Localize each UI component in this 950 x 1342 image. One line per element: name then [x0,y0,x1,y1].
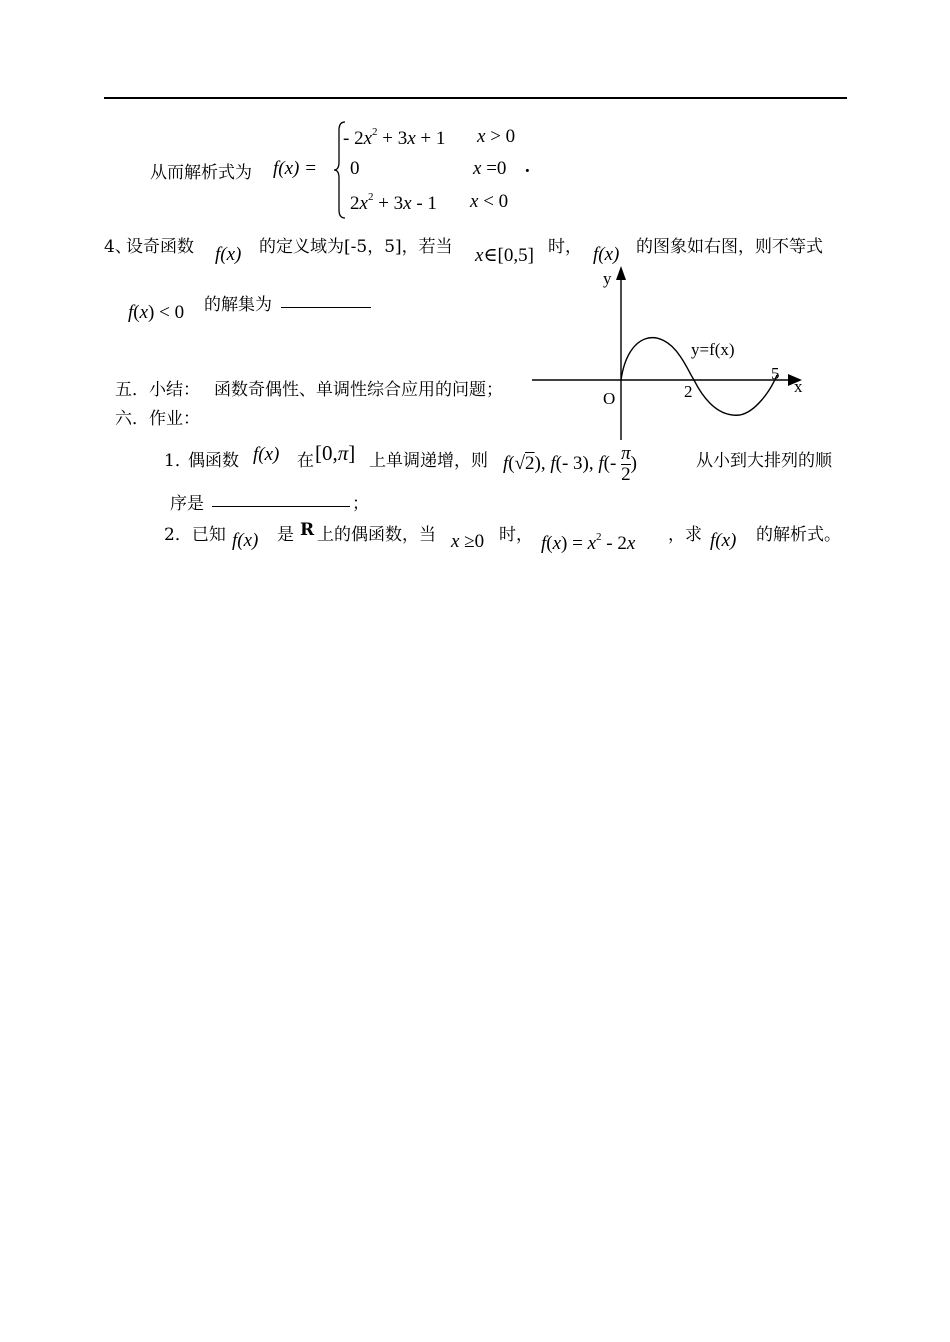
problem4-answer-blank[interactable] [281,293,371,308]
problem4-text-5: 的解集为 [204,295,272,315]
hw2-text-2: 上的偶函数，当 [317,525,436,545]
problem4-condition: x∈[0,5] [475,245,534,266]
homework-label: 六．作业： [115,409,200,429]
x-axis-label: x [794,377,803,396]
hw1-text-2: 在 [297,451,314,471]
hw2-condition: x ≥0 [451,531,485,552]
hw2-fx-1: f(x) [232,530,259,551]
hw2-number: 2．已知 [164,525,226,545]
y-axis-label: y [603,269,612,288]
hw1-text-3: 上单调递增，则 [369,451,488,471]
hw2-definition: $f(x) = x^2 - 2x$ [541,531,636,554]
hw1-end-mark: ； [352,494,369,514]
header-rule [104,97,847,99]
summary-text: 函数奇偶性、单调性综合应用的问题； [214,380,503,400]
problem4-text-4: 的图象如右图，则不等式 [636,237,823,257]
problem4-text-3: 时， [548,237,582,257]
hw1-number: 1． [164,451,192,471]
piecewise-row-2-expr: 0 [350,158,360,179]
hw1-interval: [0,π] [315,441,356,465]
hw2-text-3: 时， [499,525,533,545]
hw1-text-5: 序是 [170,494,204,514]
piecewise-lead-text: 从而解析式为 [150,163,252,183]
hw2-text-5: 的解析式。 [756,525,841,545]
piecewise-row-2-cond: x =0 [473,158,507,179]
hw1-fx: f(x) [253,444,280,465]
problem4-text-2: 的定义域为[-5，5]，若当 [259,237,453,257]
y-axis-arrow [616,266,626,280]
hw1-answer-blank[interactable] [212,492,350,507]
hw1-text-1: 偶函数 [188,451,239,471]
function-graph [530,260,820,450]
hw2-text-1: 是 [277,525,294,545]
hw1-values: f(√2), f(- 3), f(- $\frac{\pi}{2}$ ) [503,443,637,485]
hw2-text-4: ，求 [668,525,702,545]
problem4-fx-2: f(x) [593,244,620,265]
hw1-text-4: 从小到大排列的顺 [696,451,832,471]
tick-label-5: 5 [771,364,780,383]
piecewise-row-3-cond: x < 0 [470,191,509,212]
piecewise-end-mark: . [525,156,530,177]
hw2-fx-2: f(x) [710,530,737,551]
problem4-inequality: f(x) < 0 [128,302,185,323]
curve-label: y=f(x) [691,340,735,359]
piecewise-row-1-expr: - $2x^2 + 3x + 1$ [343,126,446,149]
problem4-number: 4、 [104,237,132,257]
problem4-fx-1: f(x) [215,244,242,265]
summary-label: 五．小结： [115,380,200,400]
origin-label: O [603,389,616,408]
tick-label-2: 2 [684,382,693,401]
piecewise-row-3-expr: $2x^2 + 3x - 1$ [350,191,437,214]
problem4-text-1: 设奇函数 [126,237,194,257]
hw2-real-set: R [300,520,315,540]
piecewise-row-1-cond: x > 0 [477,126,516,147]
piecewise-lhs: f(x) = [273,158,317,179]
